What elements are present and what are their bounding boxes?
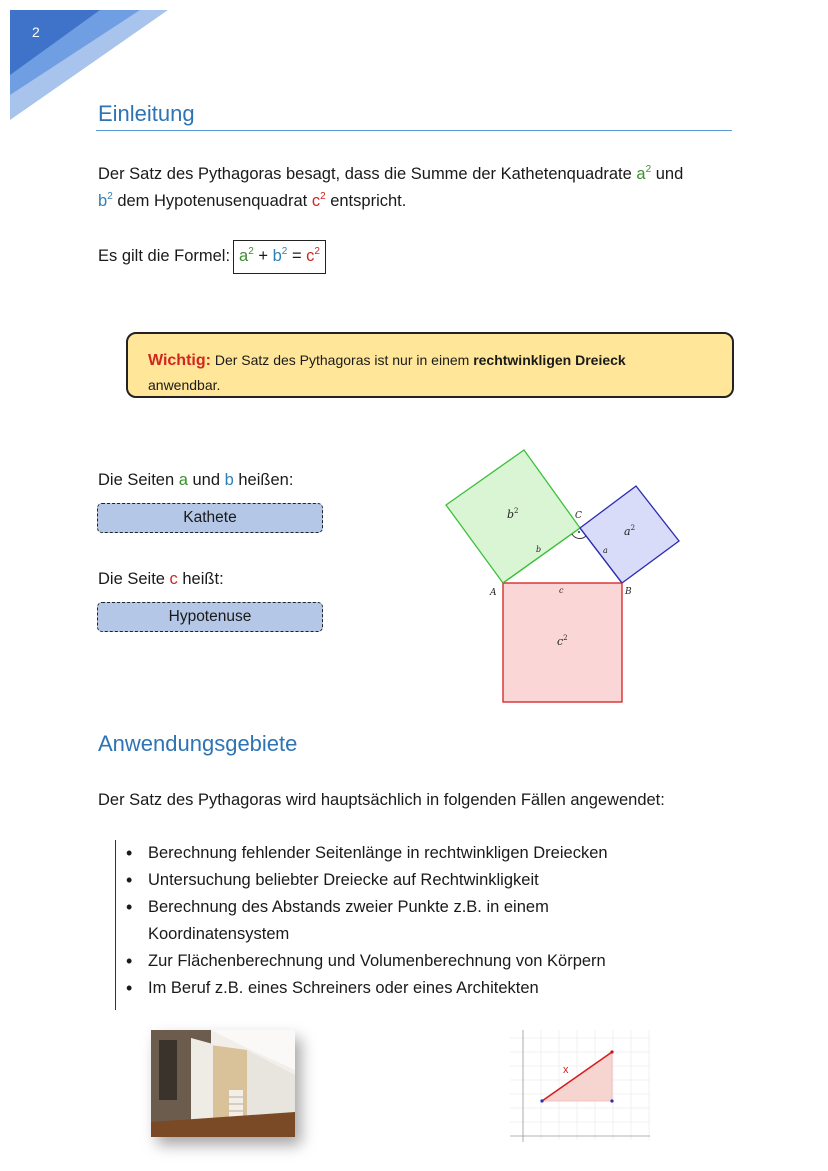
formula-box: $a^2 + b^2 = c^2$ bbox=[233, 240, 326, 274]
question-legs: Die Seiten a und b heißen: bbox=[98, 471, 294, 489]
formula-line: Es gilt die Formel: $a^2 + b^2 = c^2$ bbox=[98, 240, 326, 274]
label-c: c bbox=[559, 586, 564, 595]
intro-paragraph: Der Satz des Pythagoras besagt, dass die Summe der Kathetenquadrate $a^2$ und $b^2$ dem Hypotenusenquadrat $c^2$ entspricht. bbox=[98, 164, 684, 210]
note-label: Wichtig: bbox=[148, 352, 211, 369]
list-item: • Berechnung des Abstands zweier Punkte z.B. in einem Koordinatensystem bbox=[148, 894, 726, 948]
applications-list bbox=[115, 840, 726, 1010]
label-A: A bbox=[490, 588, 497, 598]
pythagoras-diagram bbox=[440, 445, 690, 710]
label-a2: $a^2$ bbox=[624, 524, 636, 538]
page-number: 2 bbox=[32, 24, 40, 40]
graph-label-x: x bbox=[563, 1064, 569, 1076]
important-note: Wichtig: Der Satz des Pythagoras ist nur in einem rechtwinkligen Dreieck anwendbar. bbox=[126, 332, 734, 398]
heading-rule bbox=[96, 130, 732, 131]
coordinate-graph bbox=[505, 1030, 655, 1150]
list-item: • Zur Flächenberechnung und Volumenberechnung von Körpern bbox=[148, 948, 726, 975]
attic-photo bbox=[151, 1030, 295, 1137]
section-heading-intro: Einleitung bbox=[98, 101, 195, 126]
label-b: b bbox=[536, 545, 542, 554]
answer-kathete: Kathete bbox=[97, 503, 323, 533]
right-angle-dot bbox=[578, 531, 580, 533]
label-C: C bbox=[575, 511, 582, 521]
question-hypotenuse: Die Seite c heißt: bbox=[98, 570, 224, 588]
section-heading-applications: Anwendungsgebiete bbox=[98, 731, 298, 756]
label-c2: $c^2$ bbox=[557, 634, 568, 648]
list-item: • Im Beruf z.B. eines Schreiners oder eines Architekten bbox=[148, 975, 726, 1002]
answer-hypotenuse: Hypotenuse bbox=[97, 602, 323, 632]
label-B: B bbox=[625, 587, 632, 597]
list-item: • Berechnung fehlender Seitenlänge in rechtwinkligen Dreiecken bbox=[148, 840, 726, 867]
label-b2: $b^2$ bbox=[507, 507, 519, 521]
applications-intro: Der Satz des Pythagoras wird hauptsächlich in folgenden Fällen angewendet: bbox=[98, 791, 665, 809]
right-angle-mark bbox=[572, 534, 586, 538]
label-a: a bbox=[603, 546, 608, 555]
list-item: • Untersuchung beliebter Dreiecke auf Rechtwinkligkeit bbox=[148, 867, 726, 894]
